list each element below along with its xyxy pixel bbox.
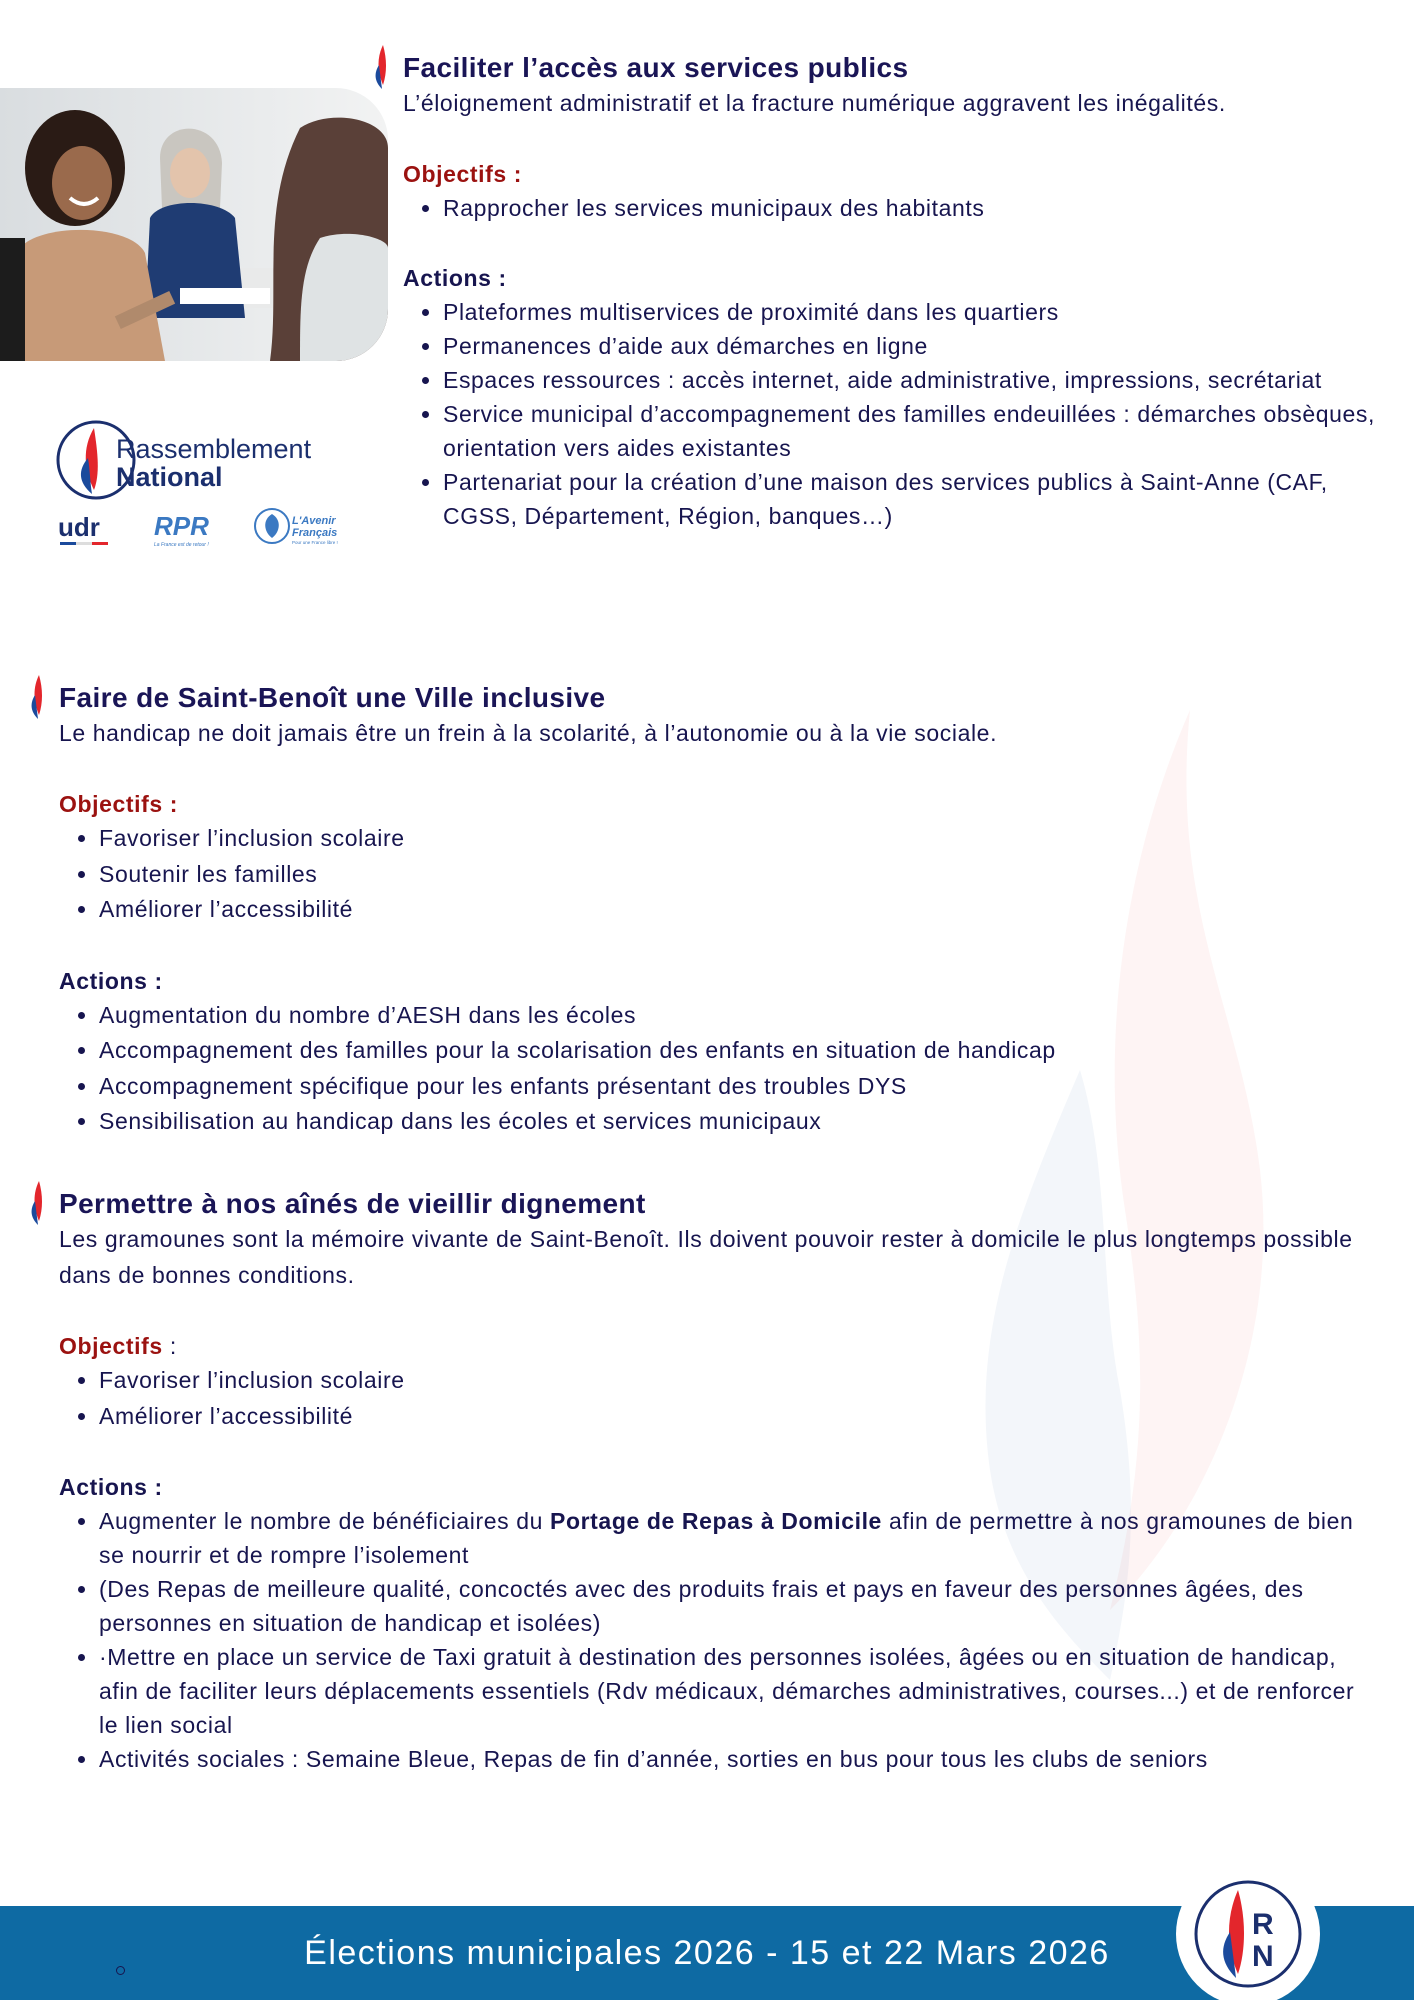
list-item: • Favoriser l’inclusion scolaire — [99, 821, 1379, 857]
avenir-logo-line1: L'Avenir — [292, 515, 336, 527]
list-item: • Accompagnement des familles pour la scolarisation des enfants en situation de handicap — [99, 1033, 1379, 1069]
section-services-publics — [403, 51, 1393, 533]
list-item: • Augmenter le nombre de bénéficiaires du Portage de Repas à Domicile afin de permettre à nos gramounes de bien se nourrir et de rompre l’isolement — [99, 1504, 1379, 1572]
rn-badge-r: R — [1252, 1908, 1274, 1941]
objectives-list — [59, 821, 1379, 928]
rn-logo-line1: Rassemblement — [116, 434, 312, 464]
rn-logo — [58, 422, 312, 498]
footer-dot — [116, 1966, 125, 1975]
section-aines — [59, 1187, 1379, 1776]
photo-consultation — [0, 88, 388, 361]
list-item: • Améliorer l’accessibilité — [99, 892, 1379, 928]
objectives-list — [59, 1363, 1379, 1434]
list-item: • Permanences d’aide aux démarches en ligne — [443, 329, 1393, 363]
actions-list — [59, 1504, 1379, 1776]
objectives-label: Objectifs : — [403, 161, 523, 187]
avenir-logo-line2: Français — [292, 527, 338, 539]
section-title: Faire de Saint-Benoît une Ville inclusive — [59, 681, 1379, 715]
objectives-label — [59, 1329, 1379, 1363]
list-item: • ·Mettre en place un service de Taxi gratuit à destination des personnes isolées, âgées ou en situation de handicap, afin de faciliter leurs déplacements essentiels (Rdv médicaux, démarches administratives, courses...) et de renforcer le lien social — [99, 1640, 1379, 1742]
udr-logo — [58, 512, 108, 545]
rpr-logo-text: RPR — [154, 511, 209, 541]
list-item: • Partenariat pour la création d’une maison des services publics à Saint-Anne (CAF, CGSS, Département, Région, banques…) — [443, 465, 1393, 533]
list-item: • Sensibilisation au handicap dans les écoles et services municipaux — [99, 1104, 1379, 1140]
avenir-logo-tagline: Pour une France libre ! — [292, 540, 338, 545]
section-title: Faciliter l’accès aux services publics — [403, 51, 1393, 85]
list-item: • Service municipal d’accompagnement des familles endeuillées : démarches obsèques, orientation vers aides existantes — [443, 397, 1393, 465]
rn-badge-logo — [1176, 1862, 1320, 2006]
flame-icon — [27, 1179, 49, 1227]
actions-label: Actions : — [59, 1474, 163, 1500]
flame-icon — [371, 43, 393, 91]
flame-icon — [27, 673, 49, 721]
section-ville-inclusive — [59, 681, 1379, 1140]
section-intro: L’éloignement administratif et la fracture numérique aggravent les inégalités. — [403, 90, 1226, 116]
party-logos — [56, 418, 356, 553]
footer-election-dates: Élections municipales 2026 - 15 et 22 Mars 2026 — [304, 1934, 1110, 1972]
list-item: • Améliorer l’accessibilité — [99, 1399, 1379, 1435]
list-item: • Rapprocher les services municipaux des habitants — [443, 191, 1393, 225]
actions-list — [59, 998, 1379, 1140]
rpr-logo-tagline: La France est de retour ! — [154, 542, 209, 548]
objectives-list — [403, 191, 1393, 225]
rn-badge — [1176, 1862, 1320, 2006]
section-title: Permettre à nos aînés de vieillir dignement — [59, 1187, 1379, 1221]
rn-badge-n: N — [1252, 1940, 1274, 1973]
section-intro: Le handicap ne doit jamais être un frein à la scolarité, à l’autonomie ou à la vie sociale. — [59, 720, 998, 746]
rn-logo-line2: National — [116, 462, 223, 492]
objectives-label: Objectifs : — [59, 791, 179, 817]
udr-logo-text: udr — [58, 512, 100, 542]
list-item: • Augmentation du nombre d’AESH dans les écoles — [99, 998, 1379, 1034]
actions-label: Actions : — [403, 265, 507, 291]
actions-label: Actions : — [59, 967, 163, 994]
list-item: • Favoriser l’inclusion scolaire — [99, 1363, 1379, 1399]
avenir-francais-logo — [255, 509, 338, 545]
objectives-label-text: Objectifs — [59, 1333, 163, 1359]
list-item: • Accompagnement spécifique pour les enfants présentant des troubles DYS — [99, 1069, 1379, 1105]
portage-repas-highlight: Portage de Repas à Domicile — [550, 1508, 882, 1534]
section-intro: Les gramounes sont la mémoire vivante de Saint-Benoît. Ils doivent pouvoir rester à domicile le plus longtemps possible dans de bonnes conditions. — [59, 1226, 1353, 1288]
list-item: • Espaces ressources : accès internet, aide administrative, impressions, secrétariat — [443, 363, 1393, 397]
list-item: • Soutenir les familles — [99, 857, 1379, 893]
list-item: • (Des Repas de meilleure qualité, concoctés avec des produits frais et pays en faveur des personnes âgées, des personnes en situation de handicap et isolées) — [99, 1572, 1379, 1640]
list-item: • Plateformes multiservices de proximité dans les quartiers — [443, 295, 1393, 329]
actions-list — [403, 295, 1393, 533]
rpr-logo — [154, 511, 209, 548]
objectives-label-colon: : — [162, 1333, 177, 1359]
list-item: • Activités sociales : Semaine Bleue, Repas de fin d’année, sorties en bus pour tous les clubs de seniors — [99, 1742, 1379, 1776]
